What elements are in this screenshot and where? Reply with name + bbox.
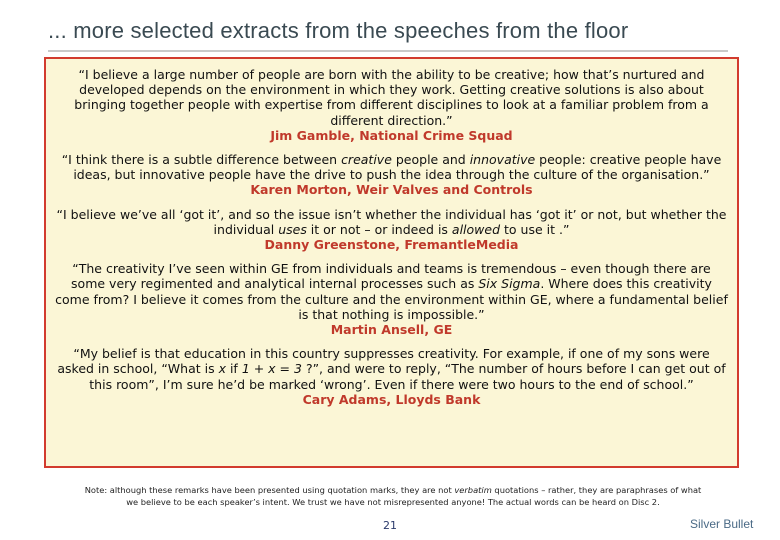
quote-attribution: Martin Ansell, GE [330,322,453,338]
quote-text: “The creativity I’ve seen within GE from individuals and teams is tremendous – even though there are some very regimented and analytical internal processes such as Six Sigma. Where does this creativity come from? I believe it comes from the culture and the environment within GE, where a fundamental belief is that nothing is impossible.” [55,261,728,322]
quote-text: “I think there is a subtle difference between creative people and innovative people: creative people have ideas, but innovative people have the drive to push the idea through the culture of the organisation.” [61,152,722,183]
page-number: 21 [383,519,397,532]
quote-block [54,207,729,253]
brand-logo: Silver Bullet [690,517,754,531]
quote-text: “I believe we’ve all ‘got it’, and so the issue isn’t whether the individual has ‘got it’ or not, but whether the individual uses it or not – or indeed is allowed to use it .” [56,206,727,237]
quote-attribution: Karen Morton, Weir Valves and Controls [250,182,533,198]
quote-attribution: Cary Adams, Lloyds Bank [302,391,481,407]
footnote: Note: although these remarks have been presented using quotation marks, they are not verbatim quotations – rather, they are paraphrases of what we believe to be each speaker’s intent. We trust we have not misrepresented anyone! The actual words can be heard on Disc 2. [84,485,702,507]
title-divider [48,50,728,52]
quote-text: “My belief is that education in this country suppresses creativity. For example, if one of my sons were asked in school, “What is x if 1 + x = 3 ?”, and were to reply, “The number of hours before I can get out of this room”, I’m sure he’d be marked ‘wrong’. Even if there were two hours to the end of school.” [57,346,726,392]
quotes-panel [44,57,739,468]
quote-block [54,152,729,198]
quote-block [54,346,729,407]
quote-attribution: Jim Gamble, National Crime Squad [270,127,513,143]
quote-block [54,67,729,143]
quote-attribution: Danny Greenstone, FremantleMedia [264,237,519,253]
page-title: ... more selected extracts from the speeches from the floor [48,18,629,43]
quote-block [54,261,729,337]
quote-text: “I believe a large number of people are born with the ability to be creative; how that’s nurtured and developed depends on the environment in which they work. Getting creative solutions is also about bringing together people with expertise from different disciplines to look at a familiar problem from a different direction.” [74,67,709,128]
